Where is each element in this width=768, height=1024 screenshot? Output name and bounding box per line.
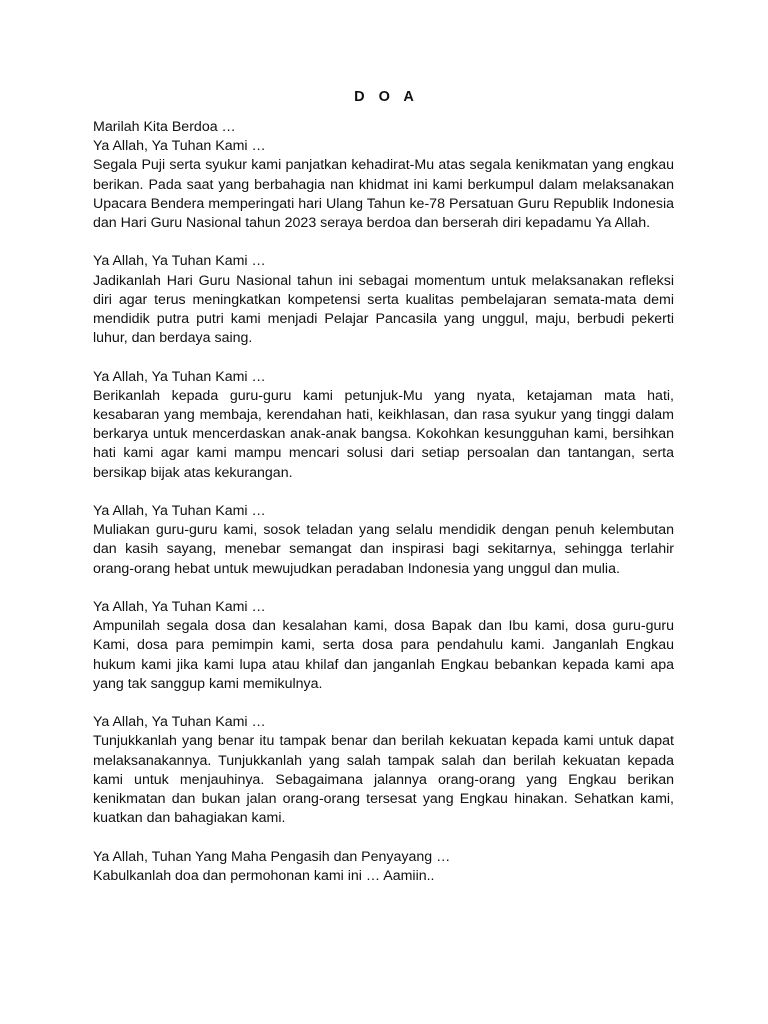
invocation-heading: Ya Allah, Ya Tuhan Kami …: [93, 714, 266, 731]
page-title: D O A: [354, 89, 419, 105]
invocation-heading: Ya Allah, Ya Tuhan Kami …: [93, 253, 266, 270]
paragraph: Segala Puji serta syukur kami panjatkan kehadirat-Mu atas segala kenikmatan yang engkau berikan. Pada saat yang berbahagia nan khidmat ini kami berkumpul dalam melaksanakan Upacara Bendera memperingati hari Ulang Tahun ke-78 Persatuan Guru Republik Indonesia dan Hari Guru Nasional tahun 2023 seraya berdoa dan berserah diri kepadamu Ya Allah.: [93, 157, 674, 232]
paragraph-spacer: [93, 828, 674, 847]
invocation-heading: Ya Allah, Ya Tuhan Kami …: [93, 503, 266, 520]
invocation-heading: Ya Allah, Ya Tuhan Kami …: [93, 138, 266, 155]
paragraph-spacer: [93, 483, 674, 502]
paragraph-spacer: [93, 348, 674, 367]
paragraph: Jadikanlah Hari Guru Nasional tahun ini sebagai momentum untuk melaksanakan refleksi diri agar terus meningkatkan kompetensi serta kualitas pembelajaran semata-mata demi mendidik putra putri kami menjadi Pelajar Pancasila yang unggul, maju, berbudi pekerti luhur, dan berdaya saing.: [93, 272, 674, 347]
closing-line: Ya Allah, Tuhan Yang Maha Pengasih dan Penyayang …: [93, 848, 451, 865]
paragraph-spacer: [93, 233, 674, 252]
invocation-heading: Ya Allah, Ya Tuhan Kami …: [93, 368, 266, 385]
closing-line: Kabulkanlah doa dan permohonan kami ini … Aamiin..: [93, 867, 435, 884]
paragraph: Berikanlah kepada guru-guru kami petunjuk-Mu yang nyata, ketajaman mata hati, kesabaran yang membaja, kerendahan hati, keikhlasan, dan rasa syukur yang tinggi dalam berkarya untuk mencerdaskan anak-anak bangsa. Kokohkan kesungguhan kami, bersihkan hati kami agar kami mampu mencari solusi dari setiap persoalan dan tantangan, serta bersikap bijak atas kekurangan.: [93, 387, 674, 481]
opening-line: Marilah Kita Berdoa …: [93, 119, 236, 135]
prayer-body: [93, 118, 674, 886]
paragraph-spacer: [93, 694, 674, 713]
paragraph: Ampunilah segala dosa dan kesalahan kami, dosa Bapak dan Ibu kami, dosa guru-guru Kami, dosa para pemimpin kami, serta dosa para pendahulu kami. Janganlah Engkau hukum kami jika kami lupa atau khilaf dan janganlah Engkau bebankan kepada kami apa yang tak sanggup kami memikulnya.: [93, 618, 674, 692]
paragraph: Tunjukkanlah yang benar itu tampak benar dan berilah kekuatan kepada kami untuk dapat melaksanakannya. Tunjukkanlah yang salah tampak salah dan berilah kekuatan kepada kami untuk menjauhinya. Sebagaimana jalannya orang-orang yang Engkau berikan kenikmatan dan bukan jalan orang-orang tersesat yang Engkau hinakan. Sehatkan kami, kuatkan dan bahagiakan kami.: [93, 733, 674, 827]
paragraph: Muliakan guru-guru kami, sosok teladan yang selalu mendidik dengan penuh kelembutan dan kasih sayang, menebar semangat dan inspirasi bagi sekitarnya, sehingga terlahir orang-orang hebat untuk mewujudkan peradaban Indonesia yang unggul dan mulia.: [93, 522, 674, 577]
invocation-heading: Ya Allah, Ya Tuhan Kami …: [93, 599, 266, 616]
paragraph-spacer: [93, 579, 674, 598]
